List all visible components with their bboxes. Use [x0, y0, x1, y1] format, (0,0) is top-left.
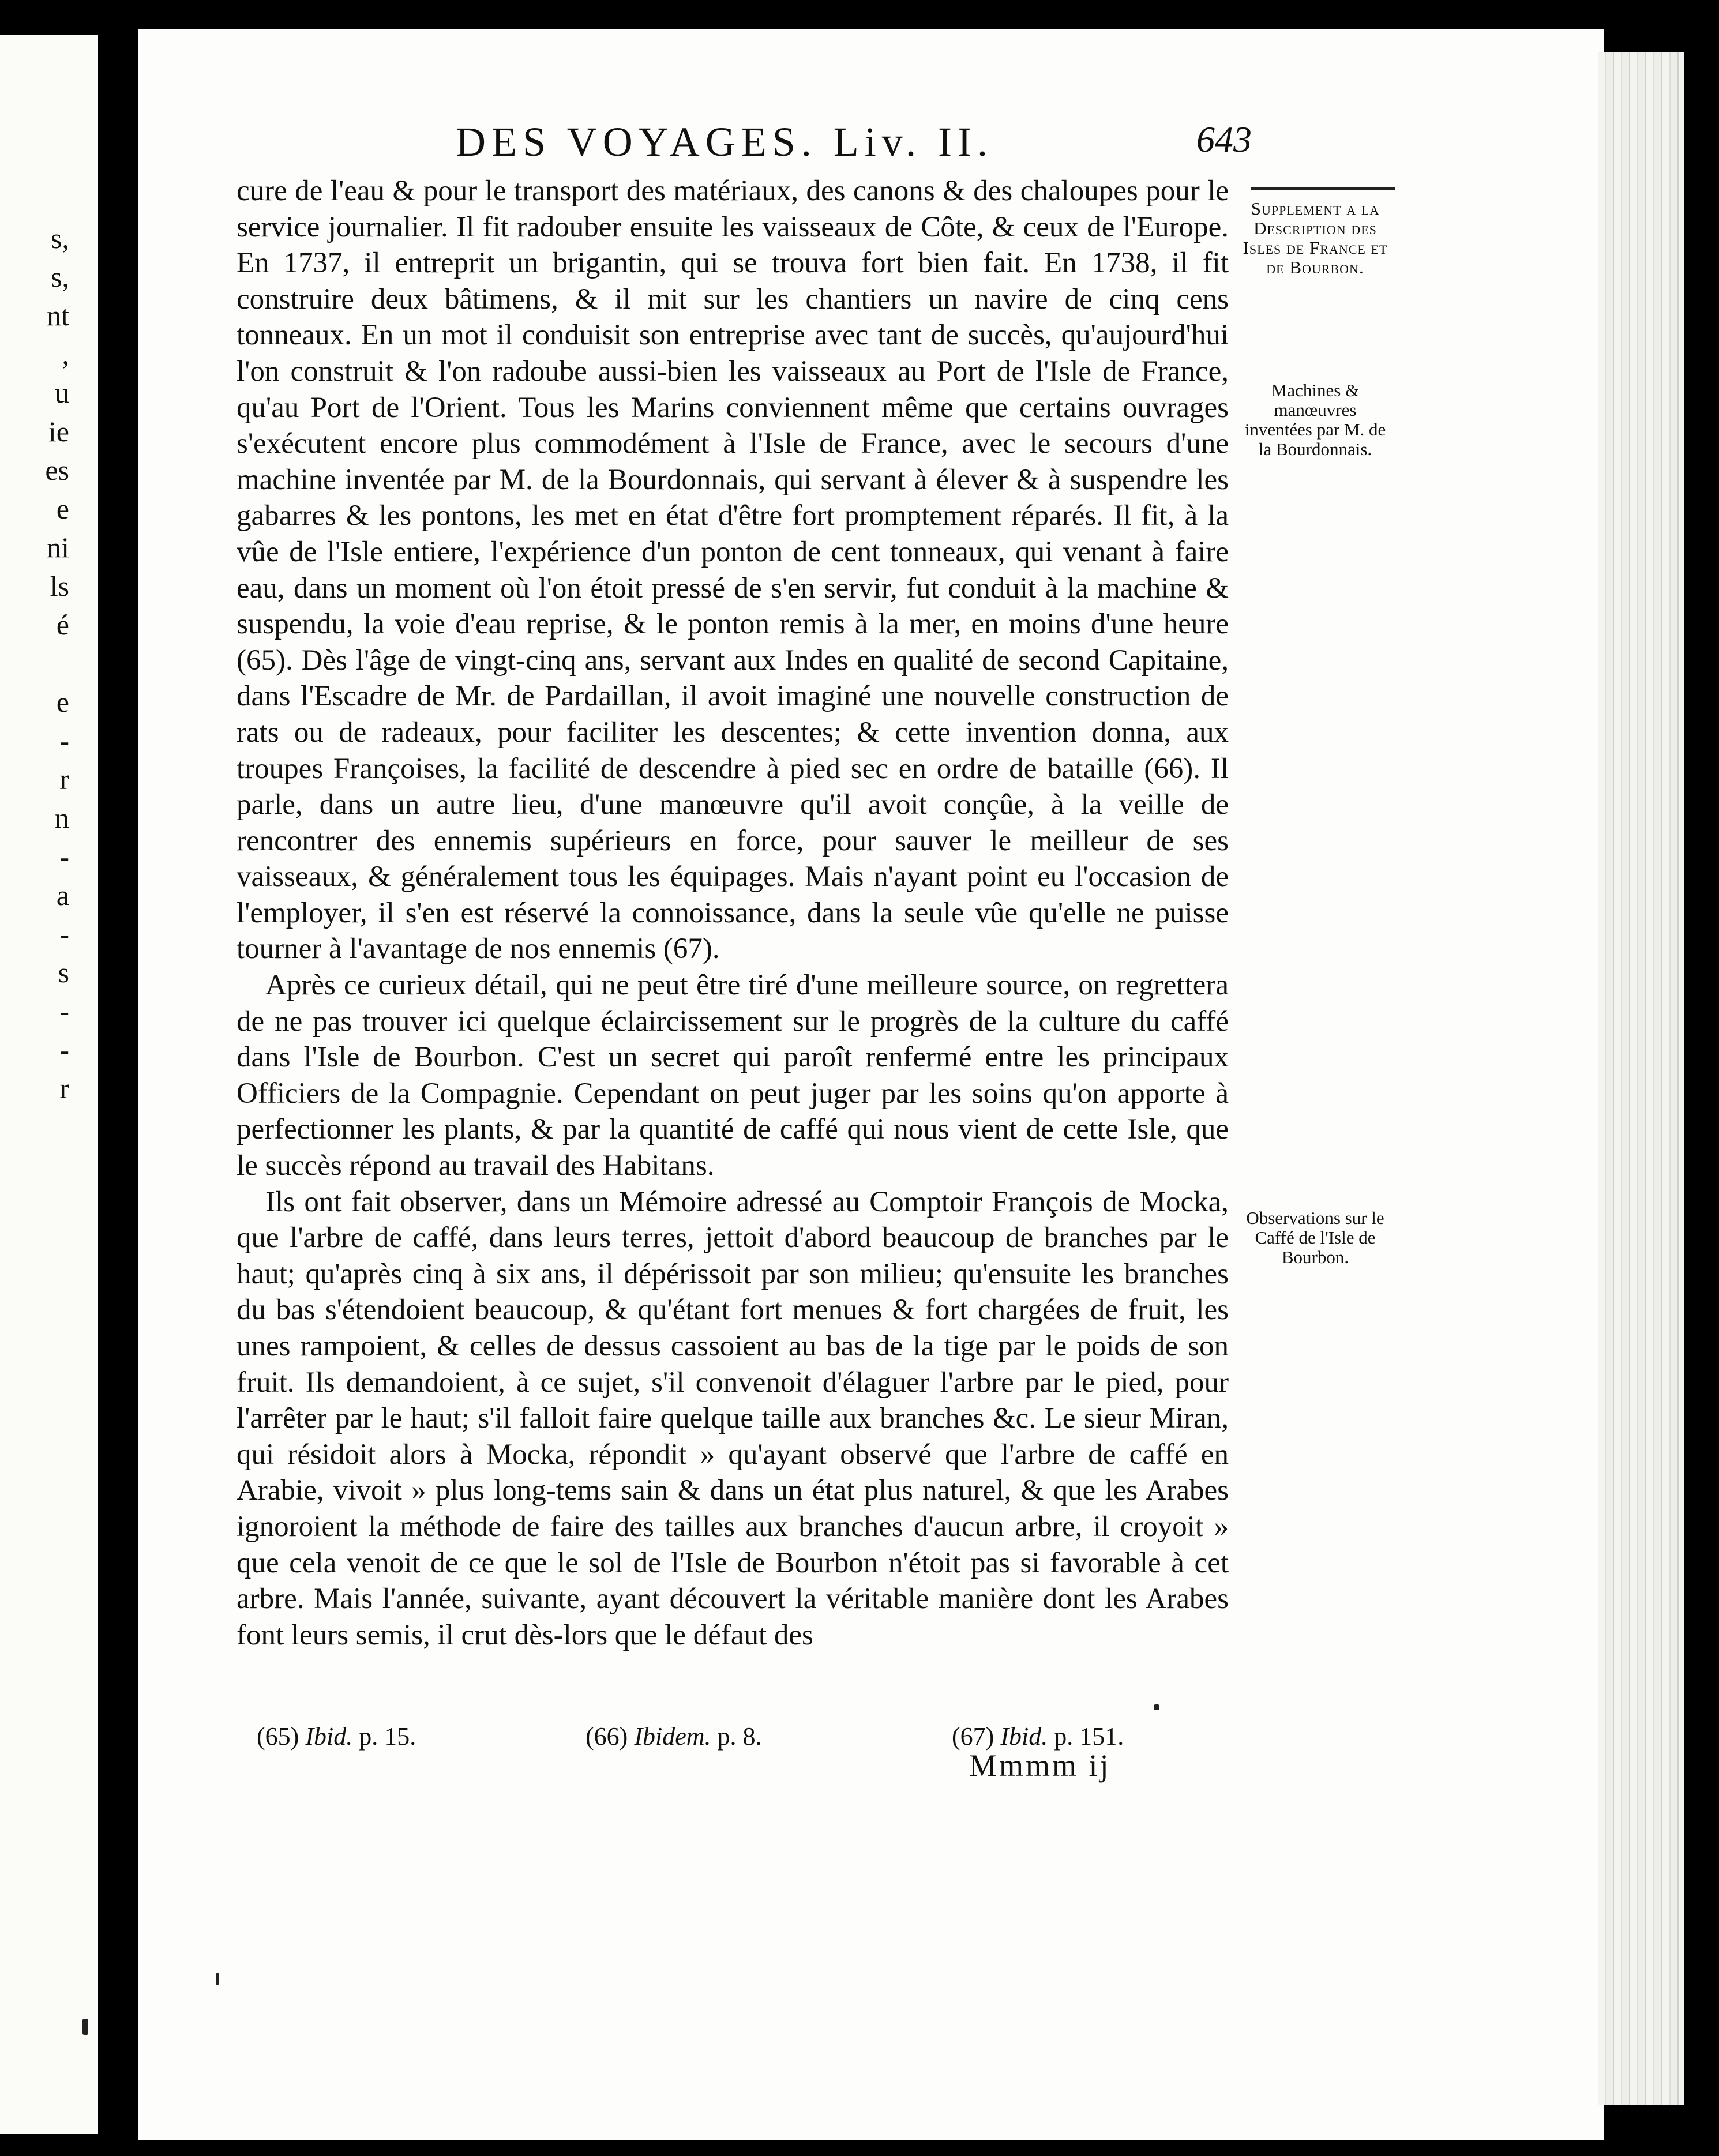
- marginal-note: Observations sur le Caffé de l'Isle de Bourbon.: [1246, 1208, 1384, 1267]
- fragment: n: [55, 802, 69, 834]
- ink-speck: [216, 1973, 219, 1985]
- fragment: -: [59, 995, 69, 1027]
- paragraph: Après ce curieux détail, qui ne peut être tiré d'une meilleure source, on regrettera de ne pas trouver ici quelque éclaircissement sur le progrès de la culture du caffé dans l'Isle de Bourbon. C'est un secret qui paroît renfermé entre les principaux Officiers de la Compagnie. Cependant on peut juger par les soins qu'on apporte à perfectionner les plants, & par la quantité de caffé qui nous vient de cette Isle, que le succès répond au travail des Habitans.: [237, 969, 1229, 1182]
- ink-speck: [1154, 1704, 1159, 1710]
- fragment: ie: [48, 415, 69, 448]
- fragment: ni: [47, 531, 69, 564]
- body-text: [237, 173, 1229, 1653]
- fragment: -: [59, 918, 69, 950]
- fragment: es: [45, 454, 69, 486]
- fragment: -: [59, 1034, 69, 1066]
- fragment: é: [56, 609, 69, 641]
- marginal-note: Supplement a la Description des Isles de France et de Bourbon.: [1243, 198, 1388, 277]
- footnote-reference: Ibid.: [305, 1722, 353, 1751]
- fragment: ls: [50, 570, 69, 602]
- marginal-note: Machines & manœuvres inventées par M. de la Bourdonnais.: [1244, 380, 1386, 459]
- running-title: DES VOYAGES. Liv. II.: [456, 119, 994, 165]
- fragment: ,: [62, 338, 69, 370]
- paragraph: cure de l'eau & pour le transport des matériaux, des canons & des chaloupes pour le service journalier. Il fit radouber ensuite les vaisseaux de Côte, & ceux de l'Europe. En 1737, il entreprit un brigantin, qui se trouva fort bien fait. En 1738, il fit construire deux bâtimens, & il mit sur les chantiers un navire de cinq cens tonneaux. En un mot il conduisit son entreprise avec tant de succès, qu'aujourd'hui l'on construit & l'on radoube aussi-bien les vaisseaux au Port de l'Isle de France, qu'au Port de l'Orient. Tous les Marins conviennent même que certains ouvrages s'exécutent encore plus commodément à l'Isle de France, avec le secours d'une machine inventée par M. de la Bourdonnais, qui servant à élever & à suspendre les gabarres & les pontons, les met en état d'être fort promptement réparés. Il fit, à la vûe de l'Isle entiere, l'expérience d'un ponton de cent tonneaux, qui venant à faire eau, dans un moment où l'on étoit pressé de s'en servir, fut conduit à la machine & suspendu, la voie d'eau reprise, & le ponton remis à la mer, en moins d'une heure (65). Dès l'âge de vingt-cinq ans, servant aux Indes en qualité de second Capitaine, dans l'Escadre de Mr. de Pardaillan, il avoit imaginé une nouvelle construction de rats ou de radeaux, pour faciliter les descentes; & cette invention donna, aux troupes Françoises, la facilité de descendre à pied sec en ordre de bataille (66). Il parle, dans un autre lieu, d'une manœuvre qu'il avoit conçûe, à la veille de rencontrer des ennemis supérieurs en force, pour sauver le meilleur de ses vaisseaux, & généralement tous les équipages. Mais n'ayant point eu l'occasion de l'employer, il s'en est réservé la connoissance, dans la seule vûe qu'elle ne puisse tourner à l'avantage de nos ennemis (67).: [237, 175, 1229, 966]
- fragment: e: [56, 686, 69, 718]
- paragraph: Ils ont fait observer, dans un Mémoire adressé au Comptoir François de Mocka, que l'arbre de caffé, dans leurs terres, jettoit d'abord beaucoup de branches par le haut; qu'après cinq à six ans, il dépérissoit par son milieu; qu'ensuite les branches du bas s'étendoient beaucoup, & qu'étant fort menues & fort chargées de fruit, les unes rampoient, & celles de dessus cassoient au bas de la tige par le poids de son fruit. Ils demandoient, à ce sujet, s'il convenoit d'élaguer l'arbre par le pied, pour l'arrêter par le haut; s'il falloit faire quelque taille aux branches &c. Le sieur Miran, qui résidoit alors à Mocka, répondit » qu'ayant observé que l'arbre de caffé en Arabie, vivoit » plus long-tems sain & dans un état plus naturel, & que les Arabes ignoroient la méthode de faire des tailles aux branches d'aucun arbre, il croyoit » que cela venoit de ce que le sol de l'Isle de Bourbon n'étoit pas si favorable à cet arbre. Mais l'année, suivante, ayant découvert la véritable manière dont les Arabes font leurs semis, il crut dès-lors que le défaut des: [237, 1185, 1229, 1651]
- page-stack-edge: [1598, 52, 1684, 2105]
- footnote-page: p. 15.: [359, 1722, 416, 1751]
- fragment: nt: [47, 299, 69, 332]
- page-number: 643: [1196, 119, 1252, 160]
- footnote-number: (67): [952, 1722, 994, 1751]
- footnote: [257, 1722, 416, 1751]
- fragment: s,: [51, 261, 69, 293]
- fragment: r: [59, 1072, 69, 1105]
- footnote: [952, 1722, 1124, 1751]
- fragment: a: [56, 879, 69, 911]
- fragment: u: [55, 377, 69, 409]
- fragment: -: [59, 724, 69, 757]
- footnote-number: (66): [585, 1722, 628, 1751]
- footnote-page: p. 151.: [1054, 1722, 1124, 1751]
- signature-mark: Mmmm ij: [969, 1748, 1111, 1783]
- footnote: [585, 1722, 762, 1751]
- fragment: s: [58, 956, 69, 989]
- footnote-page: p. 8.: [717, 1722, 762, 1751]
- fragment: [0, 644, 69, 683]
- footnote-number: (65): [257, 1722, 299, 1751]
- footnote-reference: Ibidem.: [634, 1722, 711, 1751]
- fragment: r: [59, 763, 69, 795]
- fragment: e: [56, 493, 69, 525]
- fragment: s,: [51, 222, 69, 254]
- facing-page-text-fragments: [0, 219, 69, 1108]
- fragment: -: [59, 840, 69, 873]
- ink-speck: [82, 2019, 88, 2035]
- facing-page-edge: [0, 35, 98, 2134]
- footnote-reference: Ibid.: [1000, 1722, 1048, 1751]
- page-header: [306, 118, 1252, 170]
- marginal-rule: [1251, 187, 1395, 190]
